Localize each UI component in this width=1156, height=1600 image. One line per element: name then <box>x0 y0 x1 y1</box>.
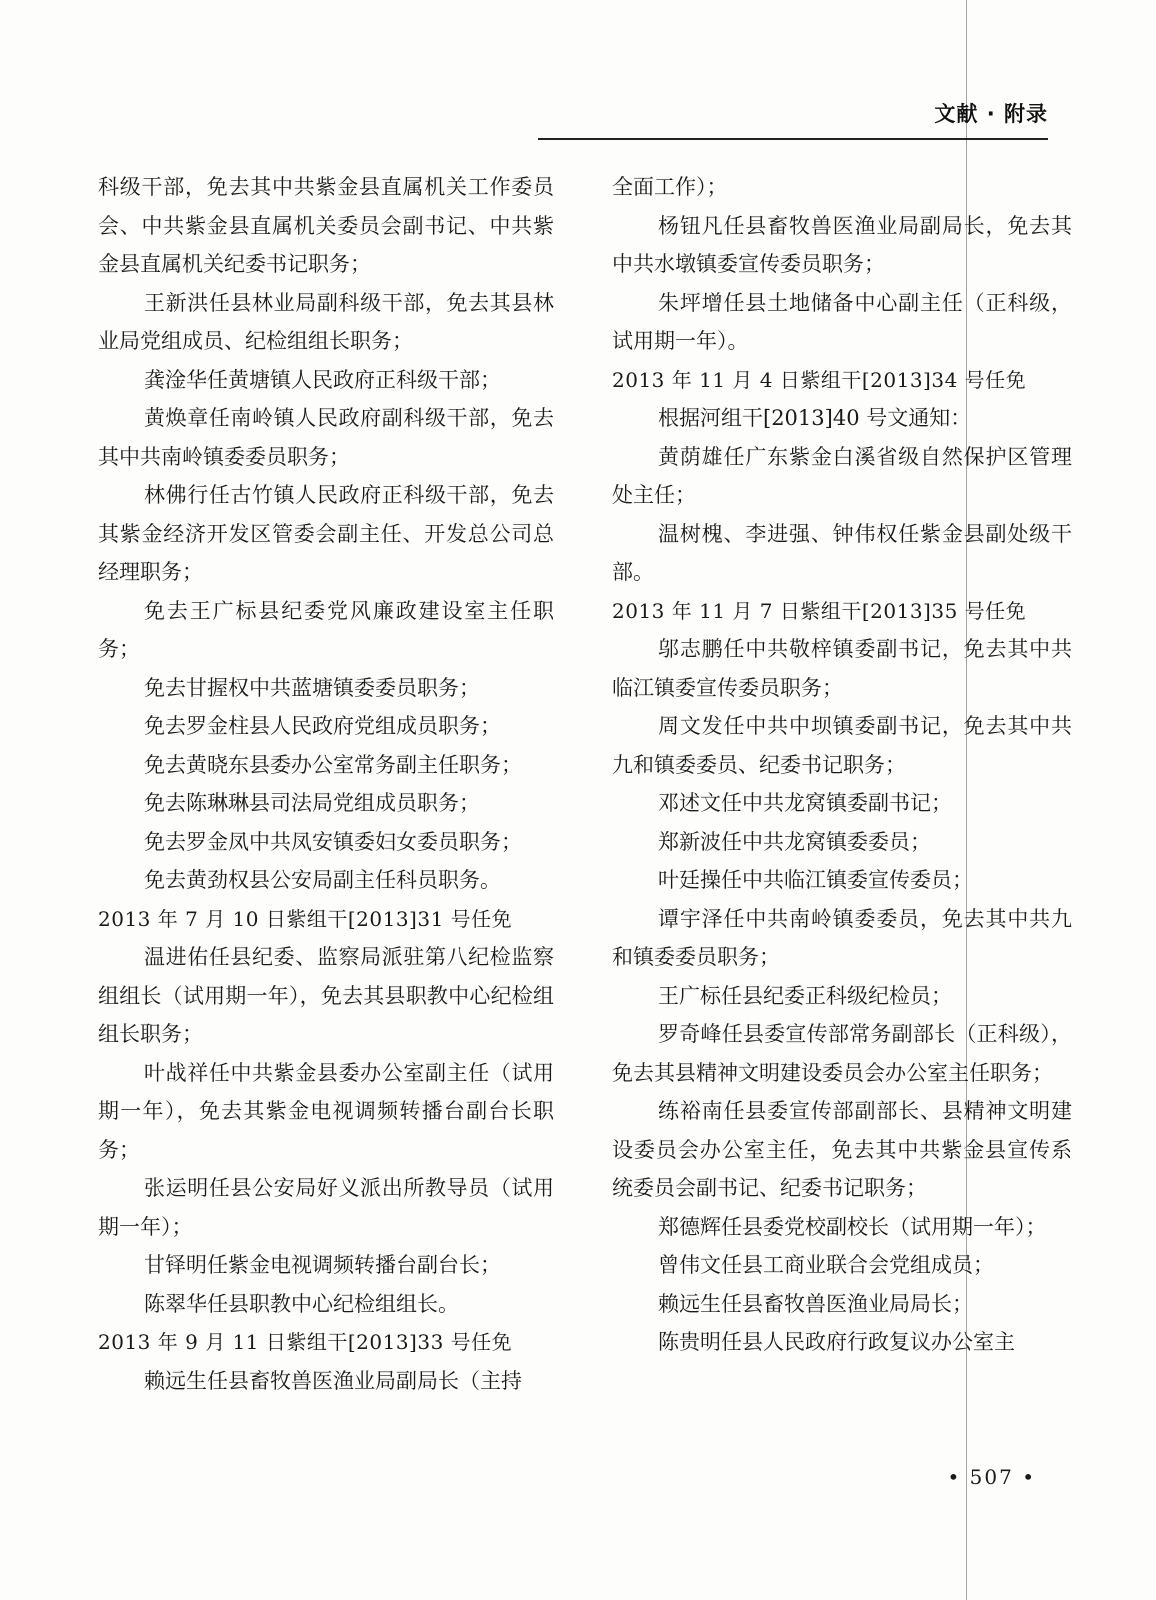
appointment-item: 曾伟文任县工商业联合会党组成员； <box>658 1253 994 1277</box>
appointment-item: 邬志鹏任中共敬梓镇委副书记，免去其中共临江镇委宣传委员职务； <box>612 637 1072 700</box>
appointment-item: 周文发任中共中坝镇委副书记，免去其中共九和镇委委员、纪委书记职务； <box>612 714 1072 777</box>
appointment-item: 温进佑任县纪委、监察局派驻第八纪检监察组组长（试用期一年），免去其县职教中心纪检组组长职务； <box>98 945 554 1046</box>
appointment-item: 杨钮凡任县畜牧兽医渔业局副局长，免去其中共水墩镇委宣传委员职务； <box>612 213 1072 276</box>
appointment-item: 叶廷操任中共临江镇委宣传委员； <box>658 868 973 892</box>
continued-paragraph: 科级干部，免去其中共紫金县直属机关工作委员会、中共紫金县直属机关委员会副书记、中共紫金县直属机关纪委书记职务； <box>98 175 554 276</box>
appointment-notice-heading: 2013 年 9 月 11 日紫组干[2013]33 号任免 <box>98 1330 513 1354</box>
appointment-item: 免去罗金柱县人民政府党组成员职务； <box>144 714 501 738</box>
appointment-item: 赖远生任县畜牧兽医渔业局副局长（主持 <box>144 1368 522 1393</box>
appointment-item: 免去陈琳琳县司法局党组成员职务； <box>144 791 480 815</box>
appointment-item: 根据河组干[2013]40 号文通知： <box>658 406 972 430</box>
appointment-item: 王广标任县纪委正科级纪检员； <box>658 983 952 1008</box>
appointment-notice-heading: 2013 年 11 月 4 日紫组干[2013]34 号任免 <box>612 367 1027 392</box>
appointment-item: 练裕南任县委宣传部副部长、县精神文明建设委员会办公室主任，免去其中共紫金县宣传系统委员会副书记、纪委书记职务； <box>612 1099 1072 1200</box>
appointment-notice-heading: 2013 年 11 月 7 日紫组干[2013]35 号任免 <box>612 598 1027 623</box>
appointment-item: 黄荫雄任广东紫金白溪省级自然保护区管理处主任； <box>612 444 1072 507</box>
appointment-item: 谭宇泽任中共南岭镇委委员，免去其中共九和镇委委员职务； <box>612 906 1072 969</box>
appointment-item: 陈贵明任县人民政府行政复议办公室主 <box>658 1330 1015 1354</box>
right-column <box>612 168 1072 1362</box>
continued-paragraph: 全面工作）； <box>612 175 728 199</box>
appointment-item: 甘铎明任紫金电视调频转播台副台长； <box>144 1253 501 1277</box>
appointment-item: 罗奇峰任县委宣传部常务副部长（正科级），免去其县精神文明建设委员会办公室主任职务； <box>612 1022 1072 1085</box>
appointment-item: 免去罗金凤中共凤安镇委妇女委员职务； <box>144 829 522 854</box>
appointment-item: 林佛行任古竹镇人民政府正科级干部，免去其紫金经济开发区管委会副主任、开发总公司总经理职务； <box>98 483 554 584</box>
appointment-item: 免去黄晓东县委办公室常务副主任职务； <box>144 752 522 777</box>
appointment-item: 郑新波任中共龙窝镇委委员； <box>658 829 931 854</box>
appointment-item: 陈翠华任县职教中心纪检组组长。 <box>144 1291 459 1316</box>
appointment-item: 免去黄劲权县公安局副主任科员职务。 <box>144 868 501 892</box>
appointment-item: 免去甘握权中共蓝塘镇委委员职务； <box>144 675 480 700</box>
appointment-item: 免去王广标县纪委党风廉政建设室主任职务； <box>98 598 554 661</box>
header-rule <box>538 138 1048 140</box>
appointment-item: 张运明任县公安局好义派出所教导员（试用期一年）； <box>98 1176 554 1239</box>
appointment-item: 郑德辉任县委党校副校长（试用期一年）； <box>658 1214 1047 1239</box>
appointment-item: 温树槐、李进强、钟伟权任紫金县副处级干部。 <box>612 521 1072 584</box>
appointment-item: 朱坪增任县土地储备中心副主任（正科级，试用期一年）。 <box>612 290 1072 353</box>
page-number: • 507 • <box>947 1465 1036 1489</box>
appointment-item: 赖远生任县畜牧兽医渔业局局长； <box>658 1291 973 1316</box>
left-column <box>98 168 554 1400</box>
appointment-item: 龚淦华任黄塘镇人民政府正科级干部； <box>144 367 501 392</box>
running-header: 文献 · 附录 <box>934 102 1048 126</box>
appointment-notice-heading: 2013 年 7 月 10 日紫组干[2013]31 号任免 <box>98 906 513 931</box>
appointment-item: 王新洪任县林业局副科级干部，免去其县林业局党组成员、纪检组组长职务； <box>98 290 554 353</box>
appointment-item: 邓述文任中共龙窝镇委副书记； <box>658 791 952 815</box>
appointment-item: 叶战祥任中共紫金县委办公室副主任（试用期一年），免去其紫金电视调频转播台副台长职务； <box>98 1060 554 1162</box>
appointment-item: 黄焕章任南岭镇人民政府副科级干部，免去其中共南岭镇委委员职务； <box>98 406 554 469</box>
